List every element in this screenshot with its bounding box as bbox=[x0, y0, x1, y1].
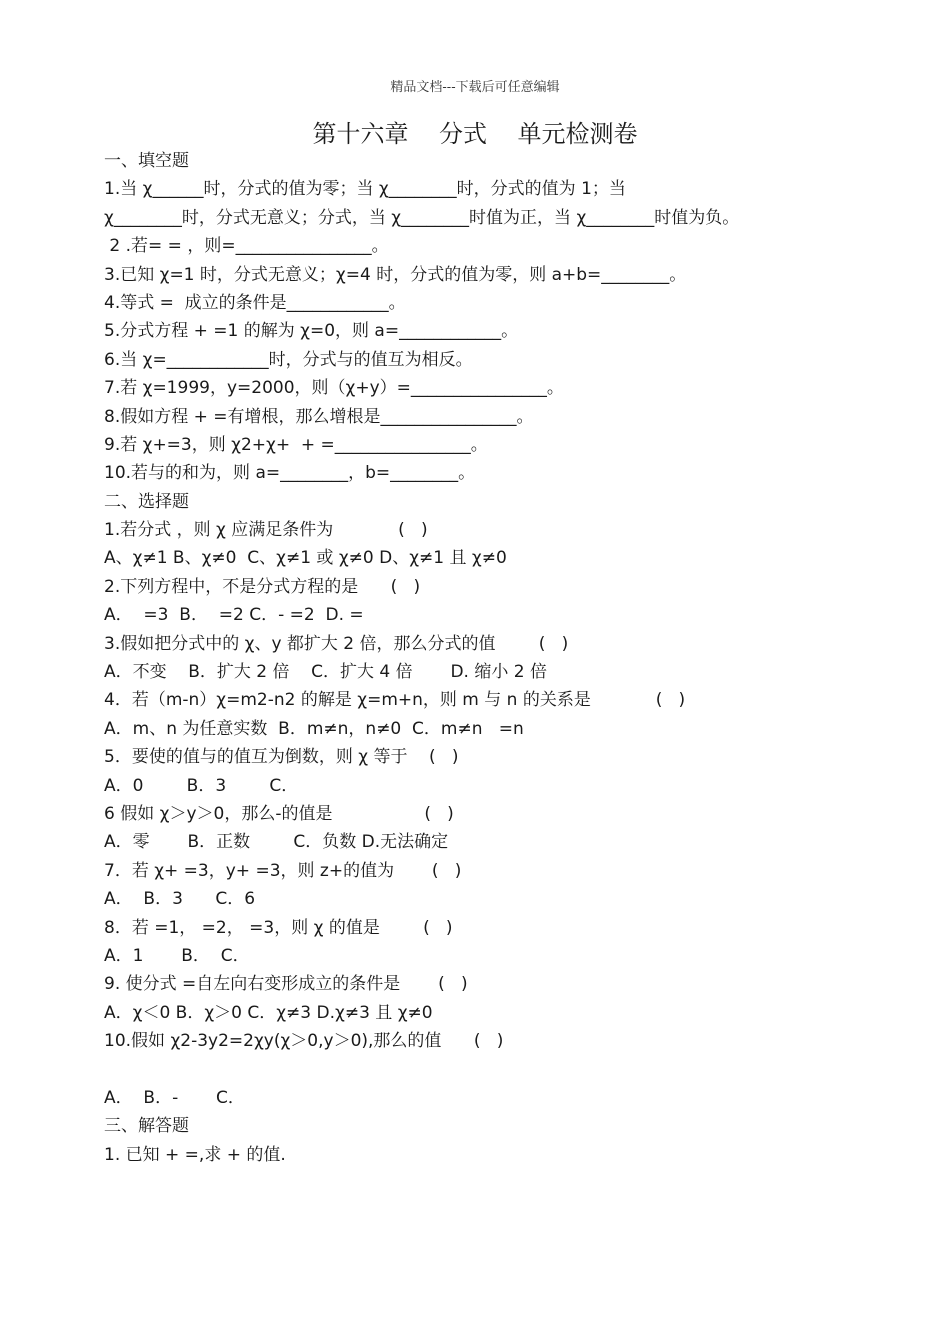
choice-question-9: 9. 使分式 =自左向右变形成立的条件是 ( ) bbox=[104, 974, 468, 995]
choice-options-7: A． B．3 C．6 bbox=[104, 889, 256, 910]
fill-question-1: 1.当 χ______时，分式的值为零；当 χ________时，分式的值为 1；当 bbox=[104, 179, 626, 200]
choice-question-7: 7．若 χ+ =3，y+ =3，则 z+的值为 ( ) bbox=[104, 860, 462, 881]
answer-question-1: 1. 已知 + =,求 + 的值. bbox=[104, 1144, 286, 1165]
document-body bbox=[104, 147, 924, 1169]
choice-question-2: 2.下列方程中，不是分式方程的是 ( ) bbox=[104, 576, 421, 597]
fill-question-6: 6.当 χ=____________时，分式与的值互为相反。 bbox=[104, 349, 473, 370]
choice-question-1: 1.若分式 ，则 χ 应满足条件为 ( ) bbox=[104, 520, 428, 541]
fill-question-7: 7.若 χ=1999，y=2000，则（χ+y）=________________。 bbox=[104, 378, 564, 399]
choice-question-10: 10.假如 χ2-3y2=2χy(χ＞0,y＞0),那么的值 ( ) bbox=[104, 1031, 504, 1052]
choice-question-6: 6 假如 χ＞y＞0，那么-的值是 ( ) bbox=[104, 803, 454, 824]
fill-question-5: 5.分式方程 + =1 的解为 χ=0，则 a=____________。 bbox=[104, 321, 519, 342]
choice-options-3: A．不变 B．扩大 2 倍 C．扩大 4 倍 D. 缩小 2 倍 bbox=[104, 662, 547, 683]
choice-options-1: A、χ≠1 B、χ≠0 C、χ≠1 或 χ≠0 D、χ≠1 且 χ≠0 bbox=[104, 548, 507, 569]
fill-question-1-cont: χ________时，分式无意义；分式，当 χ________时值为正，当 χ________时值为负。 bbox=[104, 207, 740, 228]
choice-options-5: A．0 B．3 C． bbox=[104, 775, 299, 796]
choice-options-4: A．m、n 为任意实数 B．m≠n，n≠0 C．m≠n =n bbox=[104, 718, 524, 739]
choice-options-6: A．零 B．正数 C．负数 D.无法确定 bbox=[104, 832, 449, 853]
choice-question-8: 8．若 =1， =2， =3，则 χ 的值是 ( ) bbox=[104, 917, 453, 938]
choice-question-3: 3.假如把分式中的 χ、y 都扩大 2 倍，那么分式的值 ( ) bbox=[104, 633, 569, 654]
fill-question-4: 4.等式 = 成立的条件是____________。 bbox=[104, 292, 406, 313]
section-heading-answers: 三、解答题 bbox=[104, 1116, 189, 1137]
page-title: 第十六章 分式 单元检测卷 bbox=[312, 120, 638, 148]
choice-options-2: A． =3 B． =2 C．- =2 D. = bbox=[104, 605, 364, 626]
blank-line bbox=[104, 1056, 924, 1084]
fill-question-2: 2 .若= = ，则=________________。 bbox=[104, 236, 389, 257]
page-header: 精品文档---下载后可任意编辑 bbox=[390, 80, 560, 95]
fill-question-9: 9.若 χ+=3，则 χ2+χ+ + =________________。 bbox=[104, 434, 488, 455]
section-heading-fill-in: 一、填空题 bbox=[104, 151, 189, 171]
section-heading-choice: 二、选择题 bbox=[104, 491, 189, 512]
choice-options-8: A．1 B． C． bbox=[104, 945, 250, 966]
choice-question-4: 4．若（m-n）χ=m2-n2 的解是 χ=m+n，则 m 与 n 的关系是 ( ) bbox=[104, 690, 686, 711]
choice-options-9: A．χ＜0 B．χ＞0 C．χ≠3 D.χ≠3 且 χ≠0 bbox=[104, 1002, 433, 1023]
fill-question-8: 8.假如方程 + =有增根，那么增根是________________。 bbox=[104, 406, 534, 427]
choice-question-5: 5．要使的值与的值互为倒数，则 χ 等于 ( ) bbox=[104, 747, 459, 768]
fill-question-3: 3.已知 χ=1 时，分式无意义；χ=4 时，分式的值为零，则 a+b=________。 bbox=[104, 264, 687, 285]
choice-options-10: A． B．- C． bbox=[104, 1087, 245, 1108]
fill-question-10: 10.若与的和为，则 a=________，b=________。 bbox=[104, 463, 476, 484]
